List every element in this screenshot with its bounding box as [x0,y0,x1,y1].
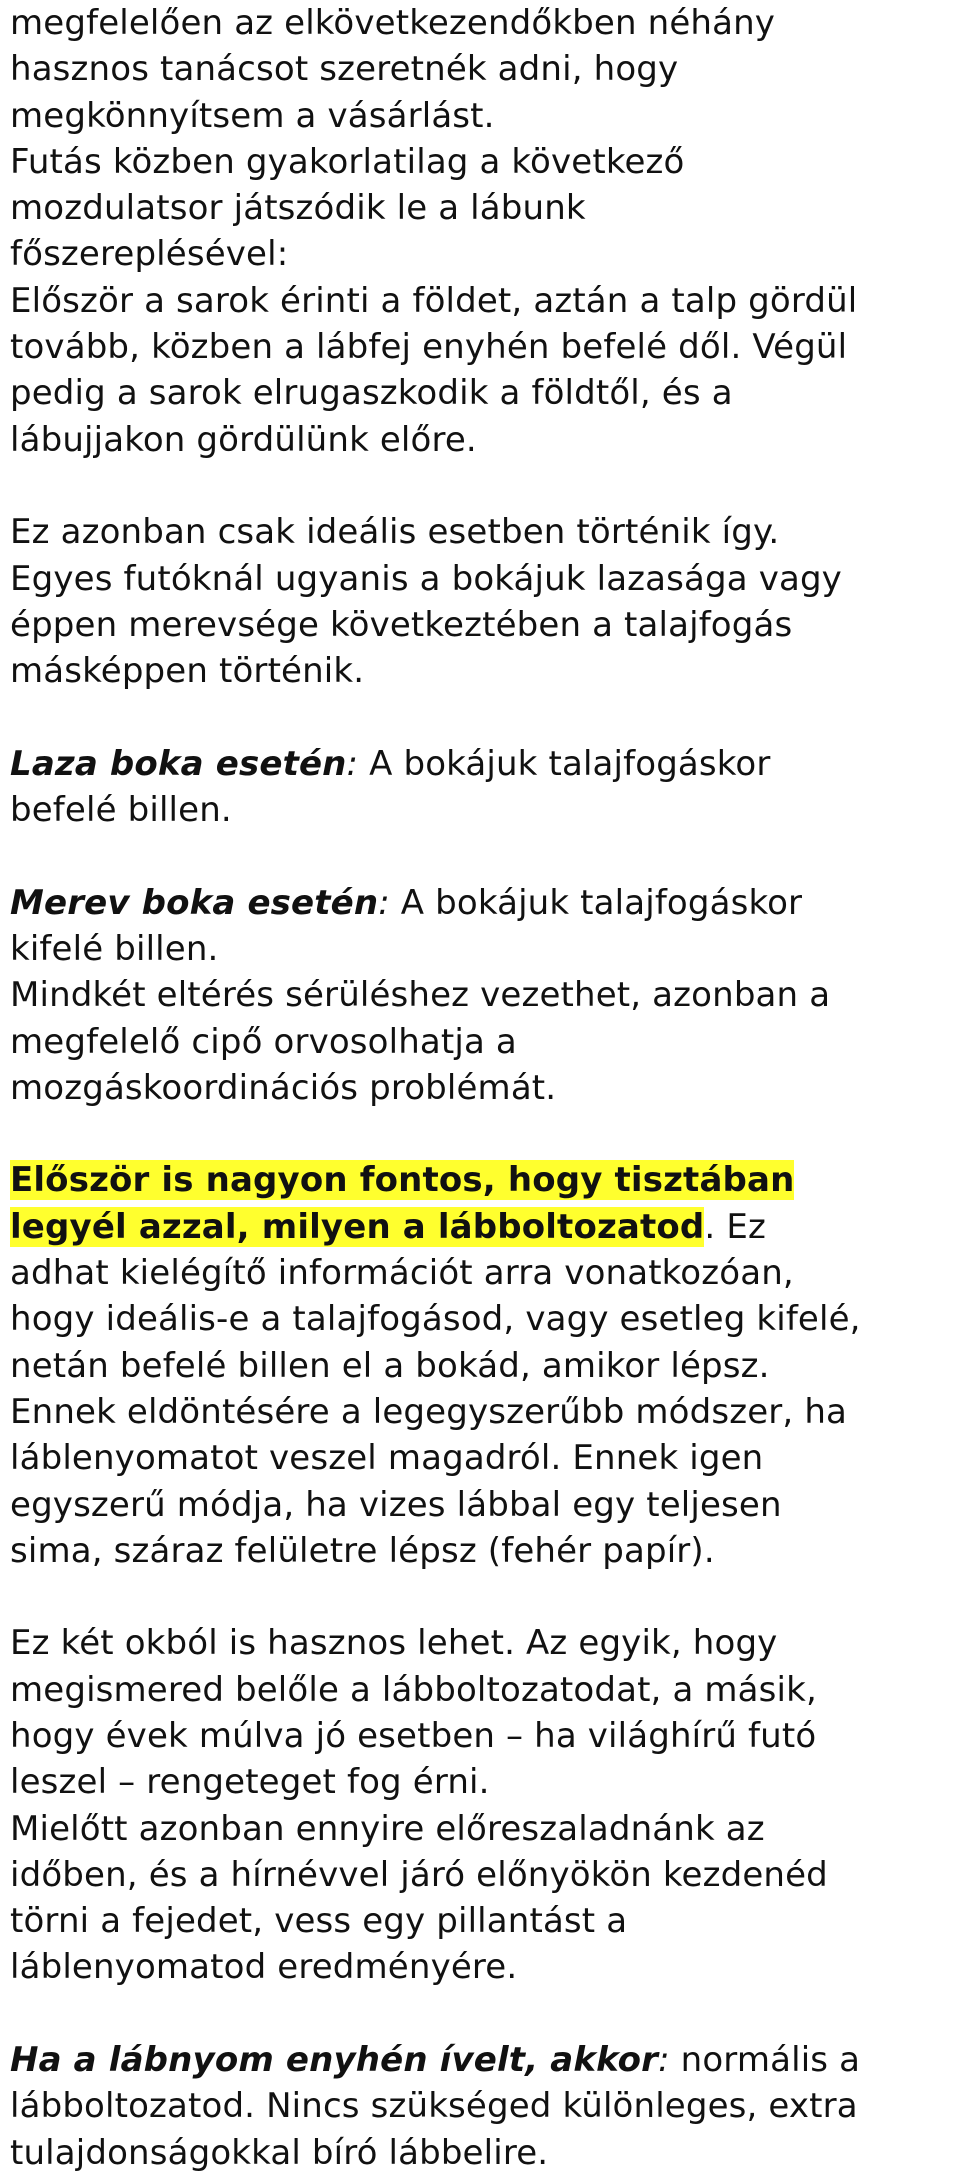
text-line: tulajdonságokkal bíró lábbelire. [10,2132,549,2173]
text-line: Ez azonban csak ideális esetben történik így. [10,512,780,553]
text-line: megfelelően az elkövetkezendőkben néhány [10,3,776,43]
paragraph-normal-arch [10,2037,955,2176]
text-line: Futás közben gyakorlatilag a következő [10,141,685,182]
text-line: éppen merevsége következtében a talajfogás [10,604,793,645]
text-line: törni a fejedet, vess egy pillantást a [10,1901,628,1942]
paragraph-ideal [10,509,955,694]
paragraph-highlight [10,1157,955,1574]
text-line: láblenyomatod eredményére. [10,1947,518,1988]
text-line: hasznos tanácsot szeretnék adni, hogy [10,49,679,90]
term-colon: : [346,743,359,784]
text-line: Először a sarok érinti a földet, aztán a talp gördül [10,280,858,321]
text-line: hogy évek múlva jó esetben – ha világhírű futó [10,1715,817,1756]
text-line: Ez két okból is hasznos lehet. Az egyik, hogy [10,1623,778,1664]
text-line: megismered belőle a lábboltozatodat, a másik, [10,1669,817,1710]
term-normal-arch: Ha a lábnyom enyhén ívelt, akkor [10,2040,659,2081]
paragraph-merev-boka [10,880,955,1111]
text-line: pedig a sarok elrugaszkodik a földtől, és a [10,373,733,414]
text-line: megkönnyítsem a vásárlást. [10,95,495,136]
text-line: mozgáskoordinációs problémát. [10,1067,557,1108]
term-laza-boka: Laza boka esetén [10,743,347,784]
text-line: egyszerű módja, ha vizes lábbal egy teljesen [10,1484,782,1525]
paragraph-laza-boka [10,741,955,834]
highlighted-text: legyél azzal, milyen a lábboltozatod [10,1206,705,1247]
text-line: befelé billen. [10,790,232,831]
paragraph-reasons [10,1620,955,1990]
text-line: mozdulatsor játszódik le a lábunk [10,188,586,229]
text-line [10,1157,955,1203]
definition-text: normális a [669,2040,861,2081]
text-line: hogy ideális-e a talajfogásod, vagy esetleg kifelé, [10,1299,861,1340]
document-page [10,0,955,2176]
term-merev-boka: Merev boka esetén [10,882,379,923]
paragraph-gap [10,1574,955,1620]
paragraph-intro [10,0,955,463]
term-colon: : [658,2040,670,2081]
text-line: sima, száraz felületre lépsz (fehér papír). [10,1530,715,1571]
text-line: főszereplésével: [10,234,289,275]
text-line: netán befelé billen el a bokád, amikor lépsz. [10,1345,770,1386]
text-line: Ennek eldöntésére a legegyszerűbb módszer, ha [10,1391,848,1432]
text-line: Mielőtt azonban ennyire előreszaladnánk az [10,1808,765,1849]
text-line: leszel – rengeteget fog érni. [10,1762,490,1803]
paragraph-gap [10,694,955,740]
definition-text: A bokájuk talajfogáskor [389,882,803,923]
text-line [10,2037,955,2083]
definition-text: A bokájuk talajfogáskor [358,743,771,784]
text-line: időben, és a hírnévvel járó előnyökön kezdenéd [10,1854,828,1895]
text-line: láblenyomatot veszel magadról. Ennek igen [10,1438,764,1479]
paragraph-gap [10,463,955,509]
text-line [10,741,955,787]
paragraph-gap [10,833,955,879]
paragraph-gap [10,1991,955,2037]
highlighted-text: Először is nagyon fontos, hogy tisztában [10,1160,795,1201]
text-line: megfelelő cipő orvosolhatja a [10,1021,517,1062]
term-colon: : [378,882,390,923]
text-line [10,880,955,926]
text-line: adhat kielégítő információt arra vonatkozóan, [10,1253,794,1294]
text-line: tovább, közben a lábfej enyhén befelé dől. Végül [10,327,848,368]
text-line: Egyes futóknál ugyanis a bokájuk lazasága vagy [10,558,842,599]
text-line: kifelé billen. [10,928,219,969]
text-line [10,1204,955,1250]
text-line: Mindkét eltérés sérüléshez vezethet, azonban a [10,975,831,1016]
text-continuation: . Ez [704,1206,766,1247]
text-line: lábujjakon gördülünk előre. [10,419,477,460]
text-line: másképpen történik. [10,651,365,692]
text-line: lábboltozatod. Nincs szükséged különleges, extra [10,2086,858,2127]
paragraph-gap [10,1111,955,1157]
